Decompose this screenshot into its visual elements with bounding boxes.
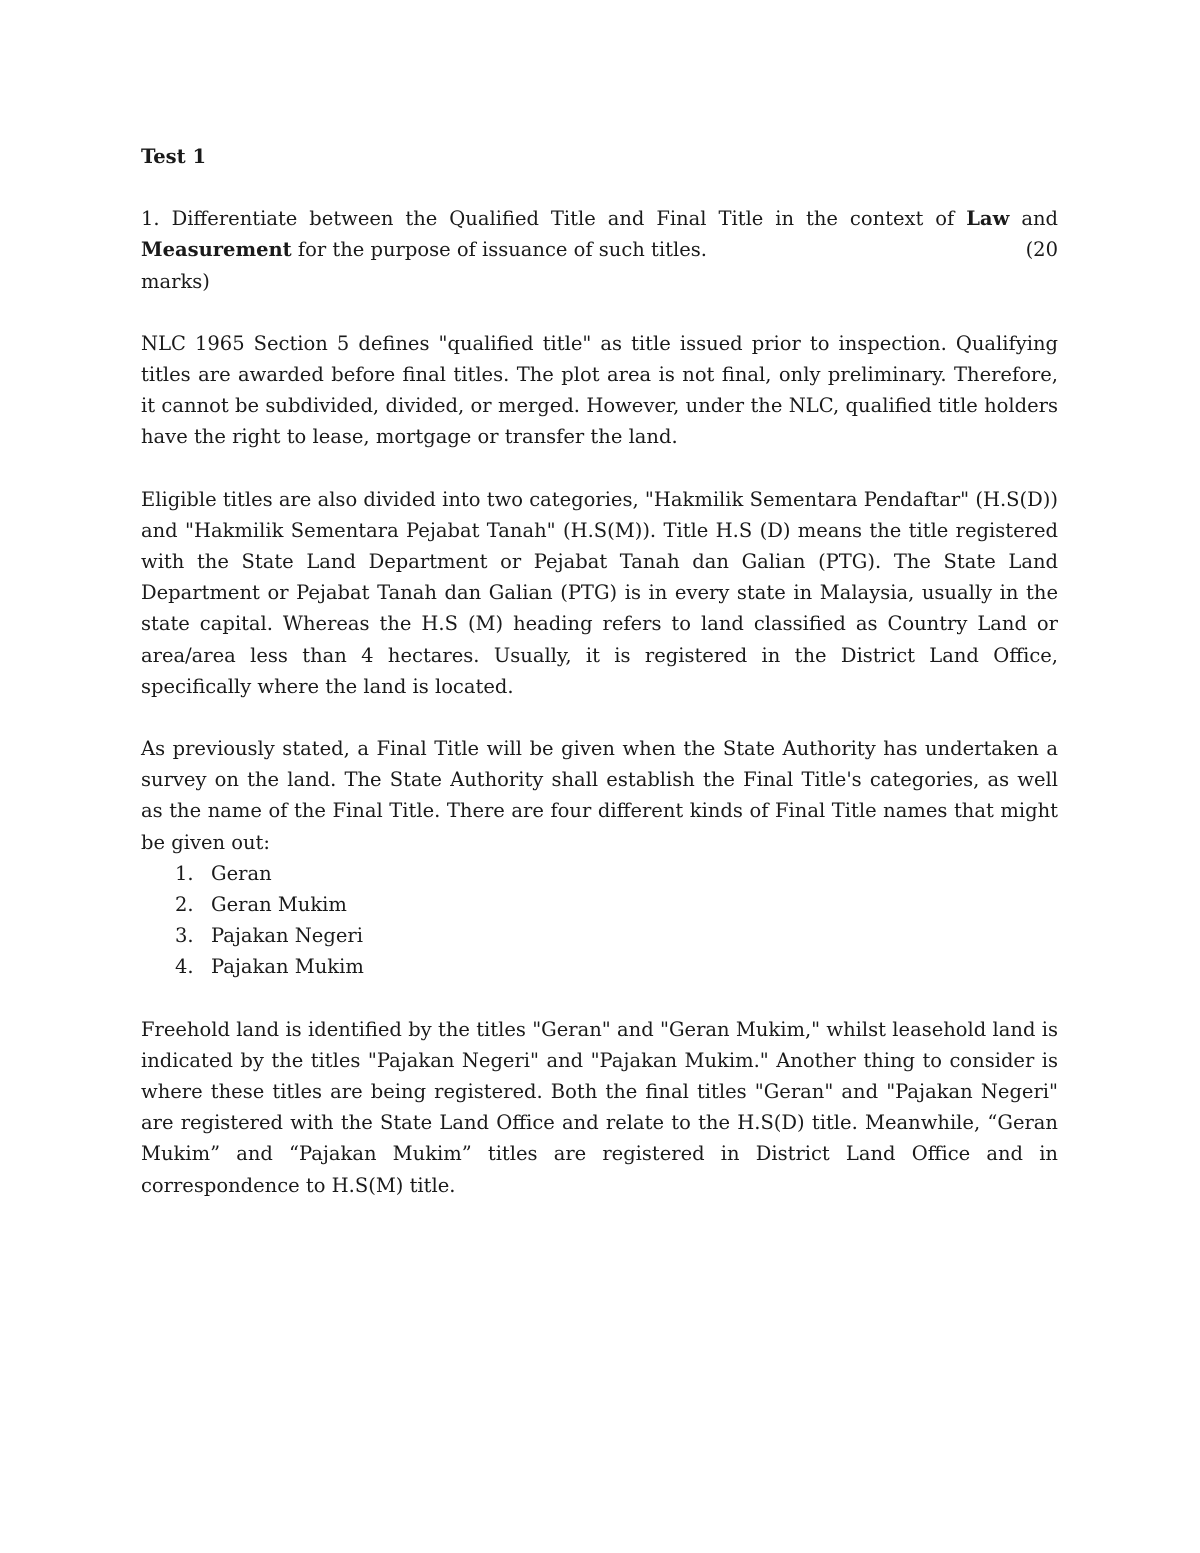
document-heading: Test 1 [141, 145, 207, 168]
list-item-number: 1. [175, 861, 194, 885]
question-number: 1. [141, 207, 160, 231]
marks-open: (20 [1025, 238, 1058, 262]
document-page [141, 141, 1058, 1232]
list-item-number: 3. [175, 924, 194, 948]
final-title-list [141, 858, 1058, 983]
keyword-measurement: Measurement [141, 238, 292, 262]
paragraph-final-title: As previously stated, a Final Title will be given when the State Authority has undertaken a survey on the land. The State Authority shall establish the Final Title's categories, as well as the name of the Final Title. There are four different kinds of Final Title names that might be given out: [141, 737, 1058, 854]
list-item-number: 4. [175, 955, 194, 979]
paragraph-categories: Eligible titles are also divided into two categories, "Hakmilik Sementara Pendaftar" (H.S(D)) and "Hakmilik Sementara Pejabat Tanah" (H.S(M)). Title H.S (D) means the title registered with the State Land Department or Pejabat Tanah dan Galian (PTG). The State Land Department or Pejabat Tanah dan Galian (PTG) is in every state in Malaysia, usually in the state capital. Whereas the H.S (M) heading refers to land classified as Country Land or area/area less than 4 hectares. Usually, it is registered in the District Land Office, specifically where the land is located. [141, 487, 1058, 698]
list-item-label: Pajakan Negeri [211, 924, 363, 948]
paragraph-freehold-leasehold: Freehold land is identified by the titles "Geran" and "Geran Mukim," whilst leasehold land is indicated by the titles "Pajakan Negeri" and "Pajakan Mukim." Another thing to consider is where these titles are being registered. Both the final titles "Geran" and "Pajakan Negeri" are registered with the State Land Office and relate to the H.S(D) title. Meanwhile, “Geran Mukim” and “Pajakan Mukim” titles are registered in District Land Office and in correspondence to H.S(M) title. [141, 1017, 1058, 1197]
list-item [175, 951, 1058, 982]
list-item [175, 889, 1058, 920]
paragraph-qualified-title: NLC 1965 Section 5 defines "qualified title" as title issued prior to inspection. Qualifying titles are awarded before final titles. The plot area is not final, only preliminary. Therefore, it cannot be subdivided, divided, or merged. However, under the NLC, qualified title holders have the right to lease, mortgage or transfer the land. [141, 331, 1058, 449]
question-text-part2: for the purpose of issuance of such titles. [297, 238, 707, 262]
list-item [175, 920, 1058, 951]
question-text [141, 203, 1058, 265]
marks-close: marks) [141, 269, 210, 293]
list-item-label: Geran [211, 861, 272, 885]
keyword-law: Law [966, 207, 1010, 231]
list-item-number: 2. [175, 893, 194, 917]
list-item [175, 858, 1058, 889]
list-item-label: Geran Mukim [211, 893, 347, 917]
question-text-part1: Differentiate between the Qualified Title and Final Title in the context of [171, 207, 955, 231]
question-and: and [1021, 207, 1058, 231]
question-1 [141, 203, 1058, 297]
list-item-label: Pajakan Mukim [211, 955, 364, 979]
